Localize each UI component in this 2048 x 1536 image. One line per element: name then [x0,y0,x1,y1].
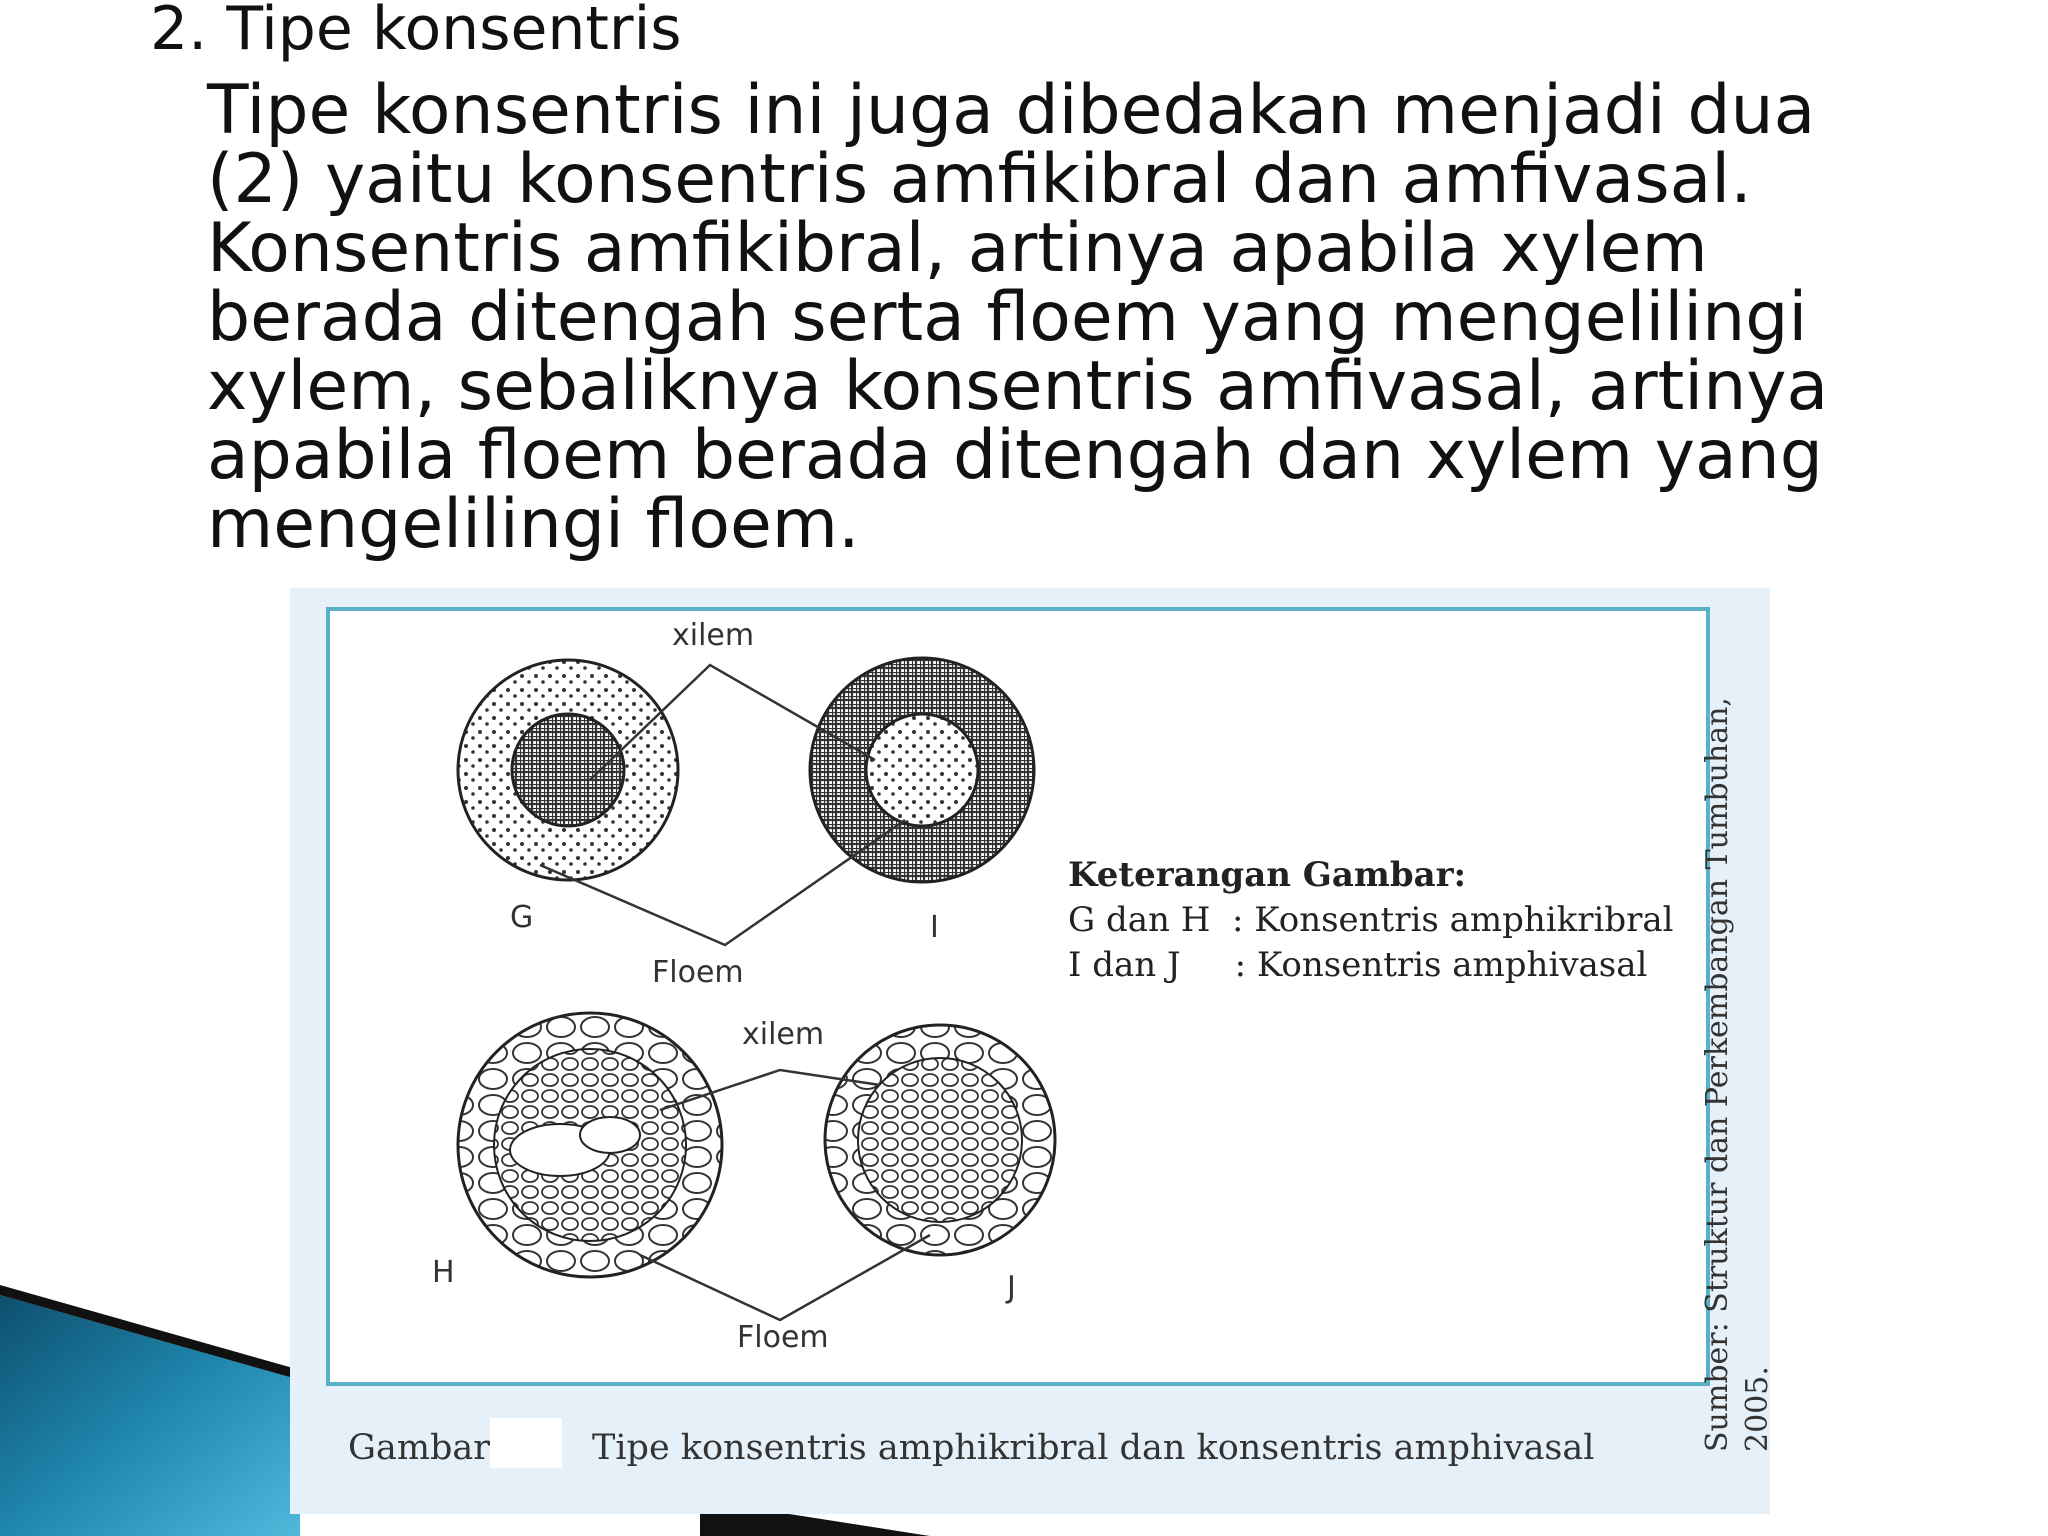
diagram-h [458,1013,722,1277]
label-g: G [510,900,534,935]
paragraph-line: (2) yaitu konsentris amfikibral dan amfivasal. [207,140,1752,219]
paragraph-line: xylem, sebaliknya konsentris amfivasal, artinya [207,347,1829,426]
paragraph-line: Konsentris amfikibral, artinya apabila xylem [207,209,1708,288]
label-floem-top: Floem [652,955,744,990]
caption-prefix: Gambar [348,1428,491,1468]
diagram-g [458,660,678,880]
label-j: J [1007,1270,1016,1305]
label-xilem-bottom: xilem [742,1017,825,1052]
label-h: H [432,1255,455,1290]
caption-text: Tipe konsentris amphikribral dan konsentris amphivasal [592,1428,1595,1468]
paragraph-line: Tipe konsentris ini juga dibedakan menjadi dua [207,71,1816,150]
source-line-2: 2005. [1740,1366,1775,1452]
paragraph-line: berada ditengah serta floem yang mengelilingi [207,278,1808,357]
label-xilem-top: xilem [672,618,755,653]
caption-number-box [490,1418,562,1468]
paragraph-line: mengelilingi floem. [207,485,860,564]
diagram-i [810,658,1034,882]
diagram-j [825,1025,1055,1255]
legend-title: Keterangan Gambar: [1068,855,1467,895]
paragraph-line: apabila floem berada ditengah dan xylem yang [207,416,1823,495]
label-floem-bottom: Floem [737,1320,829,1355]
slide-heading: 2. Tipe konsentris [150,0,682,64]
source-line-1: Sumber: Struktur dan Perkembangan Tumbuhan, [1700,697,1735,1452]
legend-row-ij: I dan J : Konsentris amphivasal [1068,945,1648,985]
label-i: I [930,910,939,945]
legend-row-gh: G dan H : Konsentris amphikribral [1068,900,1674,940]
